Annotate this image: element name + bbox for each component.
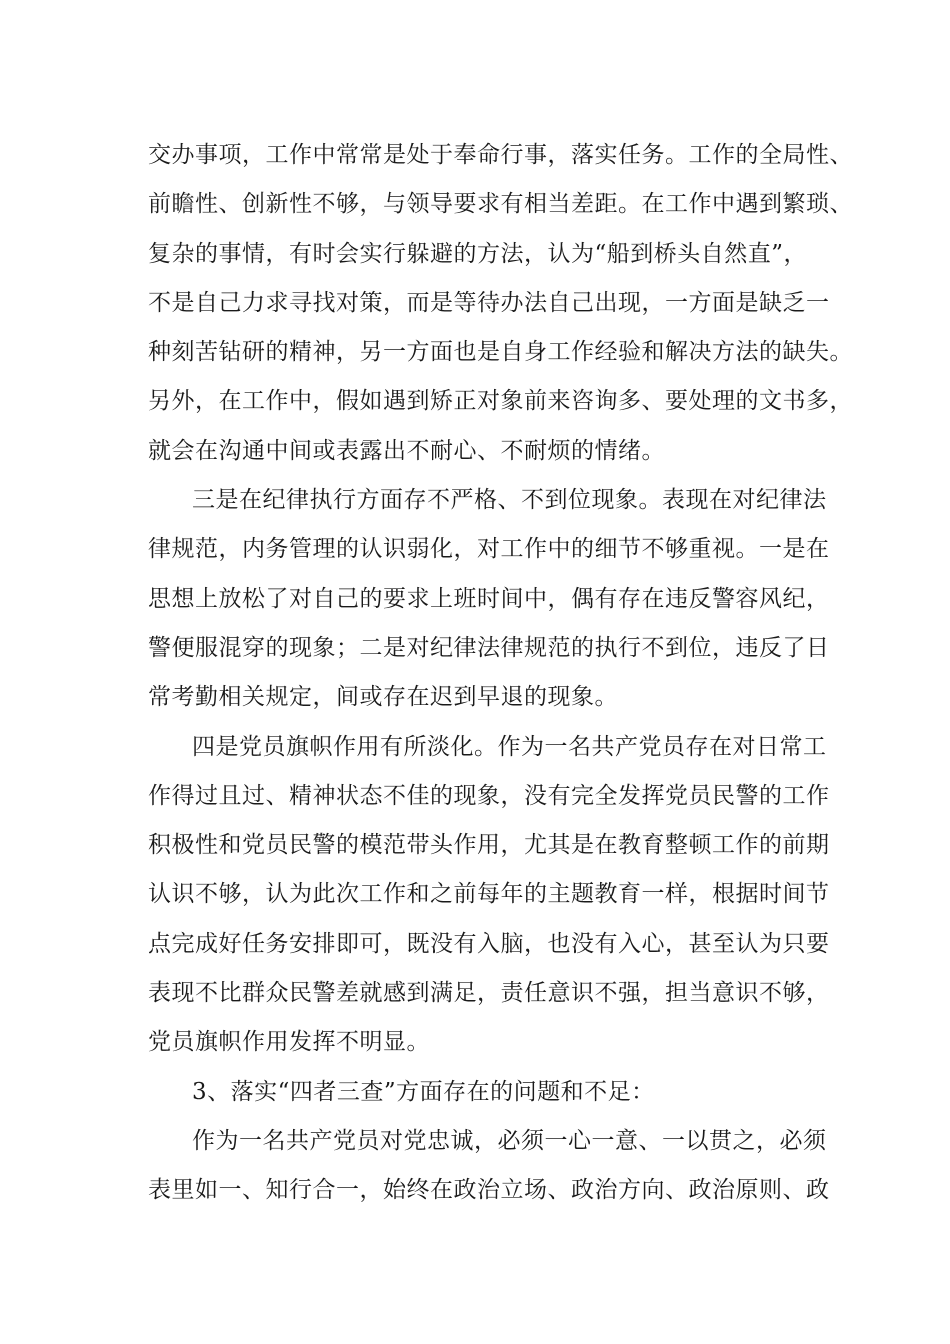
- text-line: 律规范，内务管理的认识弱化，对工作中的细节不够重视。一是在: [148, 536, 830, 563]
- text-line: 认识不够，认为此次工作和之前每年的主题教育一样，根据时间节: [148, 881, 830, 908]
- paragraph-start-line: 作为一名共产党员对党忠诚，必须一心一意、一以贯之，必须: [192, 1127, 827, 1154]
- text-line: 复杂的事情，有时会实行躲避的方法，认为“船到桥头自然直”，: [148, 240, 808, 267]
- section-heading: 3、落实“四者三查”方面存在的问题和不足：: [192, 1078, 655, 1105]
- text-line: 就会在沟通中间或表露出不耐心、不耐烦的情绪。: [148, 437, 665, 464]
- text-line: 警便服混穿的现象；二是对纪律法律规范的执行不到位，违反了日: [148, 634, 830, 661]
- text-line: 不是自己力求寻找对策，而是等待办法自己出现，一方面是缺乏一: [148, 289, 830, 316]
- text-line: 前瞻性、创新性不够，与领导要求有相当差距。在工作中遇到繁琐、: [148, 191, 853, 218]
- text-line: 另外，在工作中，假如遇到矫正对象前来咨询多、要处理的文书多，: [148, 388, 853, 415]
- text-line: 交办事项，工作中常常是处于奉命行事，落实任务。工作的全局性、: [148, 142, 853, 168]
- text-line: 思想上放松了对自己的要求上班时间中，偶有存在违反警容风纪，: [148, 585, 830, 612]
- text-line: 积极性和党员民警的模范带头作用，尤其是在教育整顿工作的前期: [148, 832, 830, 859]
- text-line: 党员旗帜作用发挥不明显。: [148, 1029, 430, 1056]
- paragraph-start-line: 三是在纪律执行方面存不严格、不到位现象。表现在对纪律法: [192, 487, 827, 514]
- text-line: 种刻苦钻研的精神，另一方面也是自身工作经验和解决方法的缺失。: [148, 339, 853, 366]
- text-line: 常考勤相关规定，间或存在迟到早退的现象。: [148, 684, 618, 711]
- text-line: 作得过且过、精神状态不佳的现象，没有完全发挥党员民警的工作: [148, 782, 830, 809]
- text-line: 表里如一、知行合一，始终在政治立场、政治方向、政治原则、政: [148, 1177, 830, 1204]
- text-line: 点完成好任务安排即可，既没有入脑，也没有入心，甚至认为只要: [148, 930, 830, 957]
- text-line: 表现不比群众民警差就感到满足，责任意识不强，担当意识不够，: [148, 980, 830, 1007]
- paragraph-start-line: 四是党员旗帜作用有所淡化。作为一名共产党员存在对日常工: [192, 733, 827, 760]
- body-text: [148, 131, 853, 1216]
